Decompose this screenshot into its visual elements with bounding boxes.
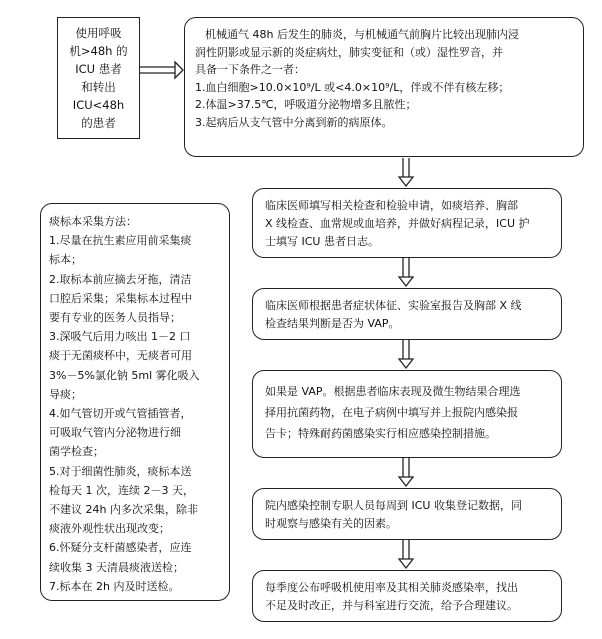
sputum-line: 可吸取气管内分泌物进行细 [49,426,181,440]
sputum-line: 3%－5%氯化钠 5ml 雾化吸入 [49,368,200,382]
down-arrow [399,158,413,186]
step-box-1 [252,188,562,258]
step-box-5 [252,570,562,622]
sputum-line: 5.对于细菌性肺炎，痰标本送 [49,464,192,478]
criteria-intro-line: 机械通气 48h 后发生的肺炎，与机械通气前胸片比较出现肺内浸 [205,28,519,41]
sputum-title: 痰标本采集方法： [49,215,137,228]
patient-line: ICU 患者 [75,62,122,76]
step-line: 检查结果判断是否为 VAP。 [265,317,400,330]
down-arrow [399,340,413,368]
patient-line: 使用呼吸 [75,26,122,40]
step-line: 临床医师填写相关检查和检验申请，如痰培养、胸部 [265,199,518,212]
criteria-condition: 3.起病后从支气管中分离到新的病原体。 [195,115,393,129]
sputum-line: 3.深吸气后用力咳出 1－2 口 [49,330,191,344]
sputum-line: 7.标本在 2h 内及时送检。 [49,579,180,593]
sputum-line: 检每天 1 次，连续 2－3 天， [49,483,194,497]
step-line: 择用抗菌药物，在电子病例中填写并上报院内感染报 [265,406,518,419]
sputum-line: 痰于无菌痰杯中，无痰者可用 [49,349,192,363]
patient-line: 和转出 [81,80,116,94]
step-line: X 线检查、血常规或血培养，并做好病程记录，ICU 护 [265,217,530,230]
sputum-line: 口腔后采集；采集标本过程中 [49,291,192,305]
sputum-line: 菌学检查； [49,445,104,459]
criteria-condition: 2.体温>37.5℃，呼吸道分泌物增多且脓性； [195,98,417,111]
criteria-intro-line: 具备一下条件之一者： [195,63,305,76]
step-box-4 [252,488,562,540]
step-line: 每季度公布呼吸机使用率及其相关肺炎感染率，找出 [265,581,518,594]
sputum-sampling-box [40,203,230,601]
sputum-line: 痰液外观性状出现改变； [49,522,170,536]
patient-line: 的患者 [81,116,116,130]
sputum-line: 导痰； [49,387,82,401]
patient-line: 机>48h 的 [69,44,128,58]
vap-criteria-box [184,17,584,157]
step-box-2 [252,288,562,340]
patient-line: ICU<48h [72,98,125,112]
down-arrow [399,540,413,568]
step-line: 如果是 VAP。根据患者临床表现及微生物结果合理选 [265,385,521,398]
criteria-intro-line: 润性阴影或显示新的炎症病灶，肺实变征和（或）湿性罗音，并 [195,45,503,59]
down-arrow [399,258,413,286]
sputum-line: 不建议 24h 内多次采集，除非 [49,503,198,517]
step-line: 不足及时改正，并与科室进行交流，给予合理建议。 [265,599,518,612]
sputum-line: 续收集 3 天清晨痰液送检； [49,560,184,574]
sputum-line: 4.如气管切开或气管插管者， [49,407,192,421]
sputum-line: 1.尽量在抗生素应用前采集痰 [49,234,192,248]
sputum-line: 要有专业的医务人员指导； [49,311,181,325]
step-line: 士填写 ICU 患者日志。 [265,235,379,248]
down-arrow [399,458,413,486]
step-line: 告卡；特殊耐药菌感染实行相应感染控制措施。 [265,427,496,440]
sputum-line: 标本； [49,253,82,267]
sputum-line: 6.怀疑分支杆菌感染者，应连 [49,541,192,555]
step-line: 院内感染控制专职人员每周到 ICU 收集登记数据，同 [265,499,522,512]
step-line: 临床医师根据患者症状体征、实验室报告及胸部 X 线 [265,299,522,312]
sputum-line: 2.取标本前应摘去牙拖，清洁 [49,272,192,286]
criteria-condition: 1.血白细胞>10.0×10⁹/L 或<4.0×10⁹/L，伴或不伴有核左移； [195,80,510,94]
step-box-3 [252,370,562,458]
patient-box [57,17,140,139]
step-line: 时观察与感染有关的因素。 [265,517,397,530]
